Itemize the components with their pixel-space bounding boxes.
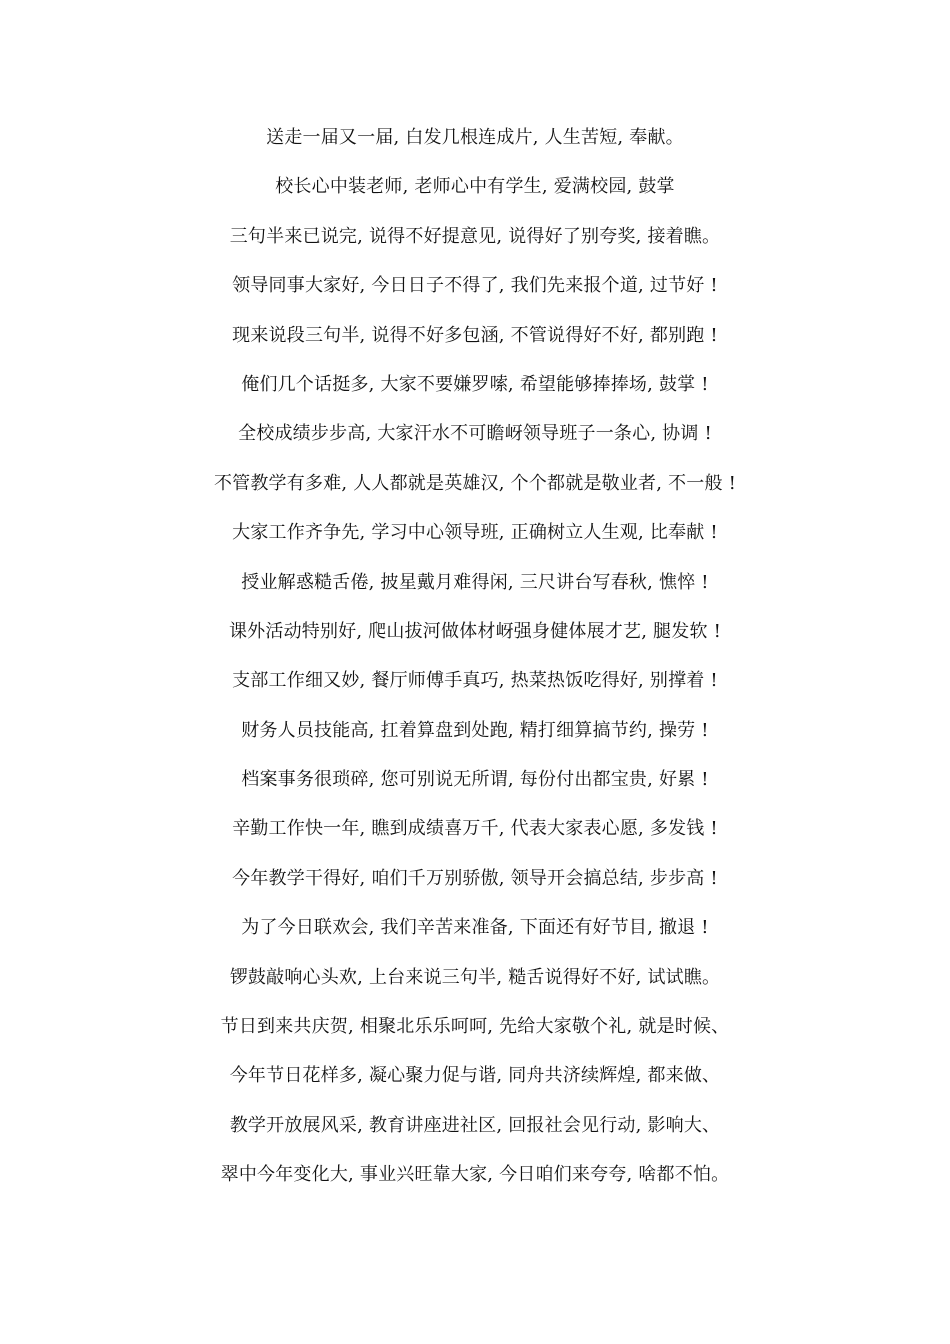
- text-line: 财务人员技能高, 扛着算盘到处跑, 精打细算搞节约, 操劳 !: [241, 719, 709, 741]
- text-line: 节日到来共庆贺, 相聚北乐乐呵呵, 先给大家敬个礼, 就是时候、: [220, 1016, 730, 1038]
- text-line: 支部工作细又妙, 餐厅师傅手真巧, 热菜热饭吃得好, 别撑着 !: [232, 670, 718, 692]
- text-line: 教学开放展风采, 教育讲座进社区, 回报社会见行动, 影响大、: [229, 1114, 721, 1136]
- text-line: 送走一届又一届, 白发几根连成片, 人生苦短, 奉献。: [266, 127, 684, 148]
- text-line: 领导同事大家好, 今日日子不得了, 我们先来报个道, 过节好 !: [232, 275, 718, 297]
- text-line: 现来说段三句半, 说得不好多包涵, 不管说得好不好, 都别跑 !: [232, 324, 718, 346]
- text-line: 大家工作齐争先, 学习中心领导班, 正确树立人生观, 比奉献 !: [232, 522, 718, 544]
- text-line: 课外活动特别好, 爬山拔河做体材岈强身健体展才艺, 腿发软 !: [228, 620, 722, 642]
- text-line: 档案事务很琐碎, 您可别说无所谓, 每份付出都宝贵, 好累 !: [241, 769, 709, 791]
- poem-text-block: [0, 118, 950, 1205]
- text-line: 不管教学有多难, 人人都就是英雄汉, 个个都就是敬业者, 不一般 !: [213, 472, 737, 494]
- text-line: 全校成绩步步高, 大家汗水不可瞻岈领导班子一条心, 协调 !: [238, 423, 712, 445]
- text-line: 翠中今年变化大, 事业兴旺靠大家, 今日咱们来夸夸, 啥都不怕。: [220, 1164, 730, 1186]
- text-line: 今年节日花样多, 凝心聚力促与谐, 同舟共济续辉煌, 都来做、: [229, 1065, 721, 1087]
- text-line: 锣鼓敲响心头欢, 上台来说三句半, 糙舌说得好不好, 试试瞧。: [229, 966, 721, 988]
- text-line: 俺们几个话挺多, 大家不要嫌罗嗦, 希望能够捧捧场, 鼓掌 !: [241, 373, 709, 395]
- text-line: 三句半来已说完, 说得不好提意见, 说得好了别夸奖, 接着瞧。: [229, 225, 721, 247]
- text-line: 辛勤工作快一年, 瞧到成绩喜万千, 代表大家表心愿, 多发钱 !: [232, 818, 718, 840]
- text-line: 授业解惑糙舌倦, 披星戴月难得闲, 三尺讲台写春秋, 憔悴 !: [241, 571, 709, 593]
- text-line: 今年教学干得好, 咱们千万别骄傲, 领导开会搞总结, 步步高 !: [232, 867, 718, 889]
- text-line: 为了今日联欢会, 我们辛苦来准备, 下面还有好节目, 撤退 !: [241, 917, 709, 939]
- text-line: 校长心中装老师, 老师心中有学生, 爱满校园, 鼓掌: [275, 176, 675, 198]
